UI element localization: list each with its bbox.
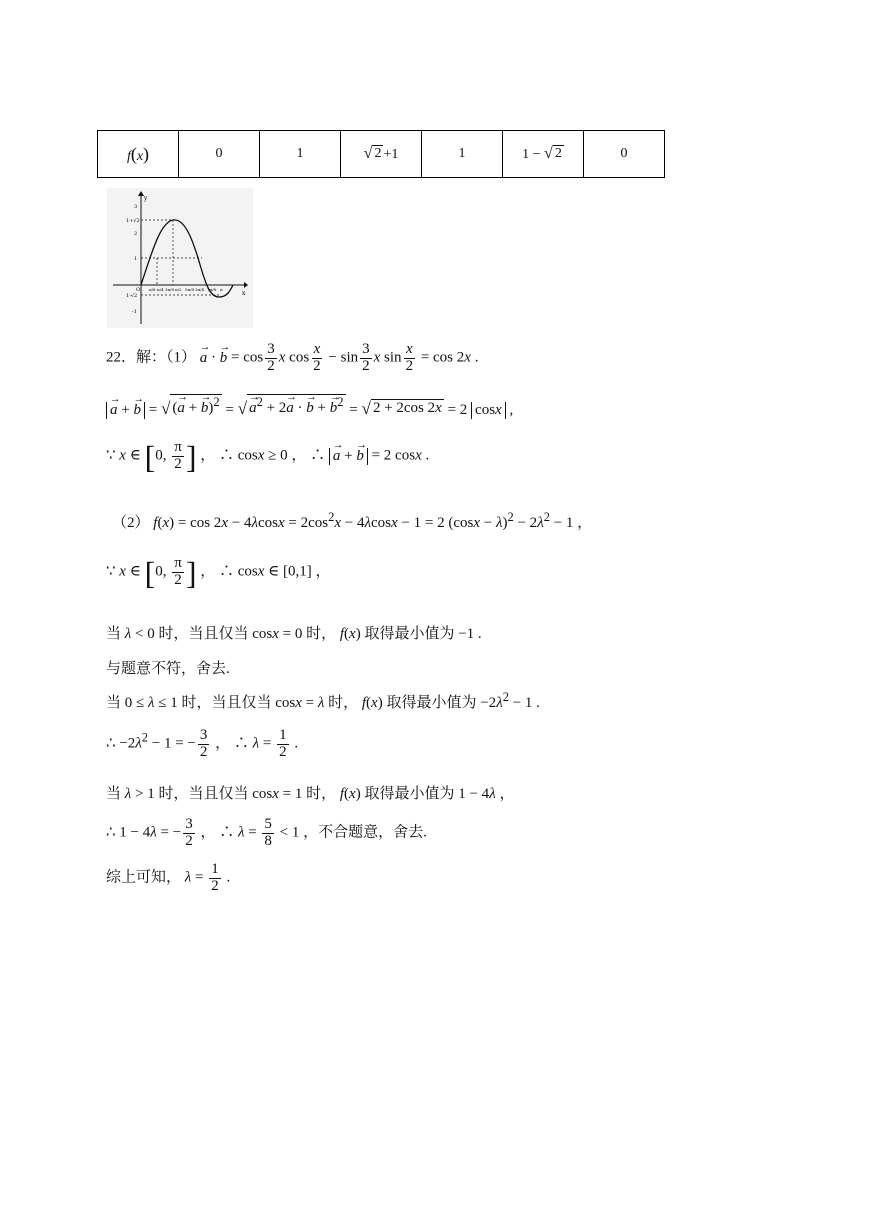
table-cell: 0 <box>584 131 665 178</box>
y-tick-label: 3 <box>134 204 138 210</box>
x-tick-label: π/4 <box>157 287 164 292</box>
y-tick-label: 2 <box>134 231 138 237</box>
value-table <box>97 130 665 178</box>
origin-label: O <box>136 287 141 293</box>
x-tick-label: 3π/4 <box>195 287 205 292</box>
solution-line-11: ∴ 1 − 4λ = − $\frac{3}{2}$ ， ∴ λ = $\frac{5}{8}$ < 1 ，不合题意，舍去. <box>106 816 427 849</box>
x-tick-label: π/2 <box>175 287 182 292</box>
y-label: y <box>144 195 148 202</box>
problem-label: 22．解：（1） <box>106 349 197 366</box>
x-tick-label: π <box>220 287 223 292</box>
table-cell: √ 2 +1 <box>341 131 422 178</box>
x-tick-label: π/8 <box>149 287 156 292</box>
solution-line-2: → a + → b = √ (→ a + → b)$^2$ = √ → $a^2 + 2\to a$ · → b + → $b^2$ = √ 2 + 2cos 2x = 2 cosx , <box>106 394 513 419</box>
table-row <box>98 131 665 178</box>
table-cell: 0 <box>179 131 260 178</box>
solution-line-8: 当 0 ≤ λ ≤ 1 时，当且仅当 cosx = λ 时， f(x) 取得最小值为 $-2\lambda^2 - 1$ . <box>106 690 540 711</box>
solution-line-1: 22．解：（1） → a · → b = cos $\frac{3}{2}$ x cos $\frac{x}{2}$ − sin $\frac{3}{2}$ x sin $\frac{x}{2}$ = cos 2x . <box>106 342 478 375</box>
x-tick-label: 5π/8 <box>185 287 195 292</box>
table-row-label: f(x) <box>98 131 179 178</box>
y-tick-label: -1 <box>132 309 137 315</box>
solution-line-12: 综上可知， λ = $\frac{1}{2}$ . <box>106 861 231 894</box>
graph-svg <box>107 188 253 328</box>
solution-line-10: 当 λ > 1 时，当且仅当 cosx = 1 时， f(x) 取得最小值为 1 − 4λ ， <box>106 786 515 802</box>
y-tick-label: 1+√2 <box>126 218 140 224</box>
solution-line-5: ∵ x ∈ [0, $\frac{\pi}{2}$ ] ， ∴ cosx ∈ [0,1] ， <box>106 554 331 591</box>
x-tick-label: 3π/8 <box>165 287 175 292</box>
table-cell: 1 <box>422 131 503 178</box>
solution-line-3: ∵ x ∈ [0, $\frac{\pi}{2}$ ] ， ∴ cosx ≥ 0 ， ∴ → a + → b = 2 cosx . <box>106 440 429 473</box>
solution-line-6: 当 λ < 0 时，当且仅当 cosx = 0 时， f(x) 取得最小值为 −1 . <box>106 626 482 642</box>
solution-line-9: ∴ $-2\lambda^2 - 1$ = − $\frac{3}{2}$ ， ∴ λ = $\frac{1}{2}$ . <box>106 727 299 760</box>
function-graph <box>107 188 253 328</box>
table-cell: 1 − √ 2 <box>503 131 584 178</box>
table-cell: 1 <box>260 131 341 178</box>
x-label: x <box>242 290 246 297</box>
part-label: （2） <box>112 515 150 531</box>
y-tick-label: 1-√2 <box>126 293 138 299</box>
x-tick-label: 7π/8 <box>207 287 217 292</box>
y-tick-label: 1 <box>134 256 138 262</box>
solution-line-7: 与题意不符，舍去. <box>106 661 230 677</box>
solution-line-4: （2） $f(x) = \cos 2x - 4\lambda\cos x = 2\cos^2x - 4\lambda\cos x - 1 = 2$ $(\cos x - \lambda)^2 - 2\lambda^2 - 1$ ， <box>112 510 593 531</box>
x-axis-arrow <box>244 282 248 288</box>
